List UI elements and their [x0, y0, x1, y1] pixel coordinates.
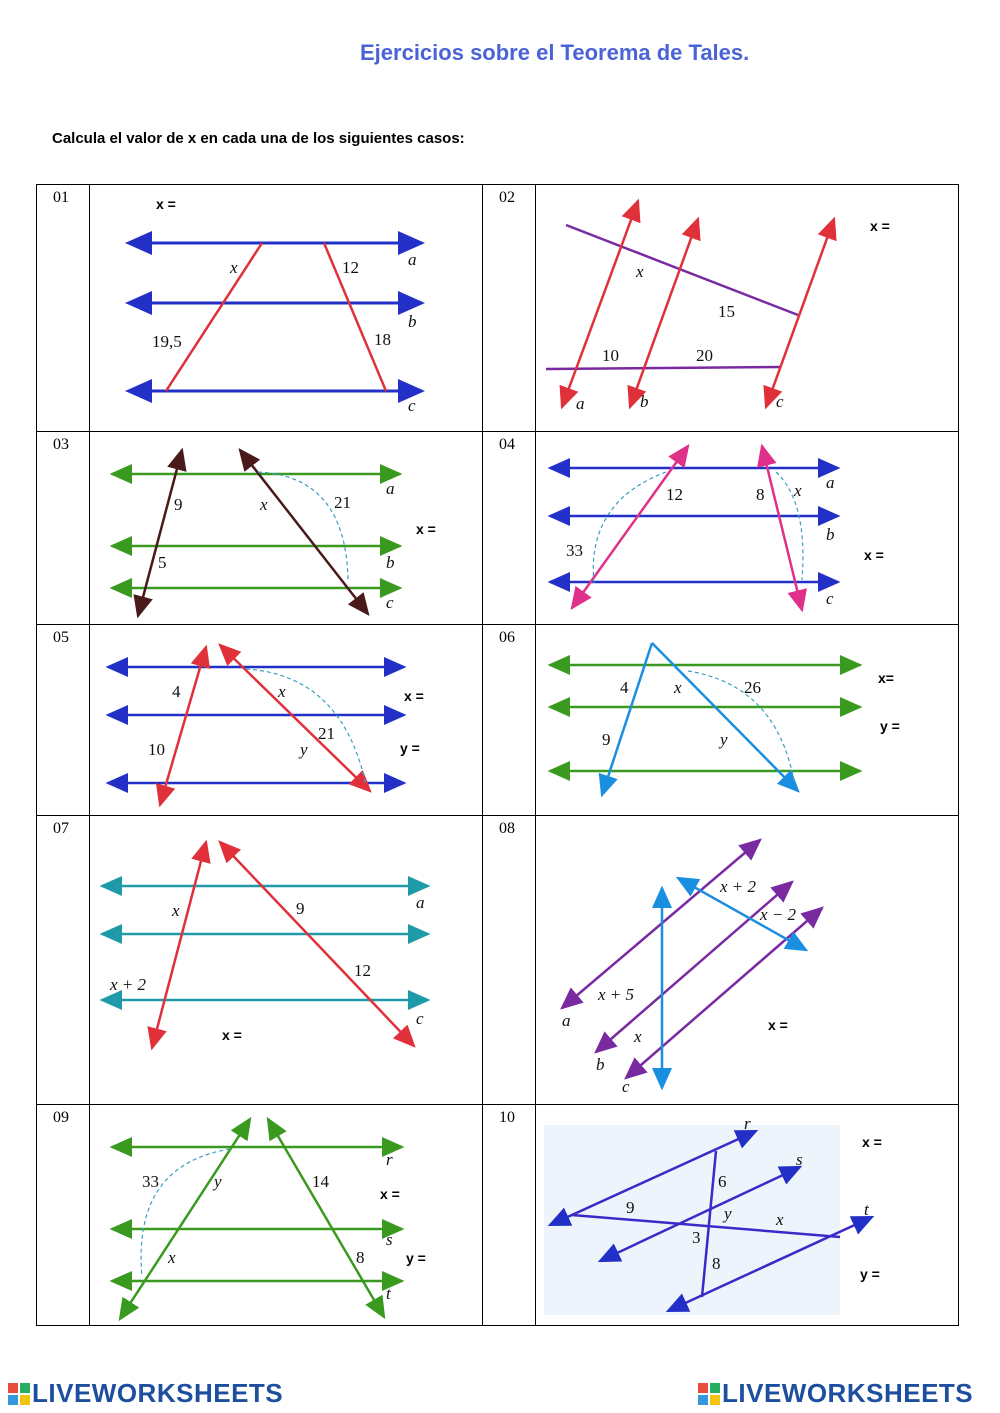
exercise-05-figure	[90, 625, 483, 816]
exercise-number: 05	[53, 629, 69, 646]
line-label-s: s	[386, 1230, 393, 1249]
line-label-b: b	[408, 312, 417, 331]
label-y: y	[214, 1172, 222, 1191]
exercise-number-cell	[37, 432, 90, 625]
exercise-04-figure	[536, 432, 959, 625]
label-x: x	[172, 901, 180, 920]
label-8: 8	[712, 1254, 721, 1273]
exercise-number-cell	[483, 185, 536, 432]
exercise-number: 08	[499, 820, 515, 837]
thales-figure-01	[90, 185, 482, 431]
answer-x: x =	[404, 687, 466, 705]
answer-x: x =	[380, 1185, 442, 1203]
exercise-01-figure	[90, 185, 483, 432]
thales-figure-07	[90, 816, 482, 1104]
label-x: x	[674, 678, 682, 697]
label-26: 26	[744, 678, 761, 697]
label-21: 21	[318, 724, 335, 743]
exercise-06-figure	[536, 625, 959, 816]
exercise-number: 06	[499, 629, 515, 646]
liveworksheets-logo-icon	[698, 1383, 720, 1405]
thales-figure-08	[536, 816, 958, 1104]
label-12: 12	[342, 258, 359, 277]
label-x: x	[776, 1210, 784, 1229]
label-20: 20	[696, 346, 713, 365]
answer-x-input[interactable]	[440, 520, 478, 538]
answer-x-input[interactable]	[792, 1016, 830, 1034]
answer-x: x =	[862, 1133, 924, 1151]
exercise-number: 09	[53, 1109, 69, 1126]
label-x: x	[260, 495, 268, 514]
exercise-number-cell	[37, 625, 90, 816]
exercise-number: 07	[53, 820, 69, 837]
answer-x-input[interactable]	[428, 687, 466, 705]
line-label-c: c	[776, 392, 784, 411]
exercise-number: 10	[499, 1109, 515, 1126]
thales-figure-09	[90, 1105, 482, 1325]
line-label-a: a	[416, 893, 425, 912]
line-label-c: c	[386, 593, 394, 612]
label-12: 12	[666, 485, 683, 504]
label-x: x	[634, 1027, 642, 1046]
line-label-s: s	[796, 1150, 803, 1169]
answer-x-input[interactable]	[246, 1026, 284, 1044]
brand-logo-right: LIVEWORKSHEETS	[698, 1378, 973, 1409]
answer-y: y =	[400, 739, 462, 757]
line-label-t: t	[864, 1200, 869, 1219]
answer-y-input[interactable]	[430, 1249, 468, 1267]
label-x: x	[278, 682, 286, 701]
line-label-c: c	[826, 589, 834, 608]
line-label-a: a	[562, 1011, 571, 1030]
line-label-c: c	[416, 1009, 424, 1028]
line-label-r: r	[386, 1150, 393, 1169]
line-label-a: a	[576, 394, 585, 413]
answer-x: x=	[878, 669, 936, 687]
exercise-number: 01	[53, 189, 69, 206]
exercise-10-figure	[536, 1105, 959, 1326]
label-y: y	[300, 740, 308, 759]
label-10: 10	[148, 740, 165, 759]
line-label-a: a	[408, 250, 417, 269]
page-title: Ejercicios sobre el Teorema de Tales.	[360, 40, 750, 65]
label-y: y	[720, 730, 728, 749]
answer-x-input[interactable]	[404, 1185, 442, 1203]
label-x-plus-2: x + 2	[110, 975, 147, 994]
exercise-number-cell	[483, 816, 536, 1105]
label-8: 8	[756, 485, 765, 504]
label-4: 4	[620, 678, 629, 697]
label-y: y	[724, 1204, 732, 1223]
exercise-number-cell	[483, 432, 536, 625]
answer-x: x =	[156, 195, 218, 213]
label-x: x	[794, 481, 802, 500]
answer-y: y =	[880, 717, 942, 735]
exercise-02-figure	[536, 185, 959, 432]
label-18: 18	[374, 330, 391, 349]
answer-x-input[interactable]	[898, 669, 936, 687]
answer-y: y =	[860, 1265, 922, 1283]
line-label-b: b	[826, 525, 835, 544]
label-6: 6	[718, 1172, 727, 1191]
label-x-plus-5: x + 5	[598, 985, 635, 1004]
line-label-b: b	[640, 392, 649, 411]
exercise-number: 04	[499, 436, 515, 453]
label-4: 4	[172, 682, 181, 701]
label-10: 10	[602, 346, 619, 365]
line-label-t: t	[386, 1284, 391, 1303]
instruction-text: Calcula el valor de x en cada una de los siguientes casos:	[52, 130, 465, 147]
label-9: 9	[174, 495, 183, 514]
label-19-5: 19,5	[152, 332, 182, 351]
line-label-a: a	[826, 473, 835, 492]
label-21: 21	[334, 493, 351, 512]
label-8: 8	[356, 1248, 365, 1267]
answer-x: x =	[864, 546, 926, 564]
label-5: 5	[158, 553, 167, 572]
answer-x: x =	[222, 1026, 284, 1044]
label-x: x	[636, 262, 644, 281]
exercise-number: 02	[499, 189, 515, 206]
label-3: 3	[692, 1228, 701, 1247]
label-14: 14	[312, 1172, 329, 1191]
exercise-number: 03	[53, 436, 69, 453]
label-33: 33	[142, 1172, 159, 1191]
answer-x: x =	[416, 520, 478, 538]
line-label-c: c	[622, 1077, 630, 1096]
answer-y-input[interactable]	[424, 739, 462, 757]
label-x: x	[230, 258, 238, 277]
label-12: 12	[354, 961, 371, 980]
answer-y-input[interactable]	[904, 717, 942, 735]
exercise-number-cell	[483, 625, 536, 816]
answer-y: y =	[406, 1249, 468, 1267]
line-label-c: c	[408, 396, 416, 415]
line-label-a: a	[386, 479, 395, 498]
label-x-minus-2: x − 2	[760, 905, 797, 924]
thales-figure-05	[90, 625, 482, 815]
exercise-03-figure	[90, 432, 483, 625]
label-x: x	[168, 1248, 176, 1267]
thales-figure-04	[536, 432, 958, 624]
answer-y-input[interactable]	[884, 1265, 922, 1283]
exercise-number-cell	[37, 185, 90, 432]
label-9: 9	[296, 899, 305, 918]
line-label-r: r	[744, 1114, 751, 1133]
answer-x-input[interactable]	[888, 546, 926, 564]
exercise-08-figure	[536, 816, 959, 1105]
answer-x: x =	[870, 217, 932, 235]
answer-x-input[interactable]	[886, 1133, 924, 1151]
exercise-grid	[36, 184, 959, 1326]
liveworksheets-logo-icon	[8, 1383, 30, 1405]
answer-x: x =	[768, 1016, 830, 1034]
line-label-b: b	[386, 553, 395, 572]
answer-x-input[interactable]	[180, 195, 218, 213]
exercise-number-cell	[37, 1105, 90, 1326]
line-label-b: b	[596, 1055, 605, 1074]
brand-logo-left: LIVEWORKSHEETS	[8, 1378, 283, 1409]
label-x-plus-2: x + 2	[720, 877, 757, 896]
exercise-09-figure	[90, 1105, 483, 1326]
label-33: 33	[566, 541, 583, 560]
exercise-number-cell	[483, 1105, 536, 1326]
label-9: 9	[602, 730, 611, 749]
label-9: 9	[626, 1198, 635, 1217]
label-15: 15	[718, 302, 735, 321]
answer-x-input[interactable]	[894, 217, 932, 235]
exercise-number-cell	[37, 816, 90, 1105]
exercise-07-figure	[90, 816, 483, 1105]
